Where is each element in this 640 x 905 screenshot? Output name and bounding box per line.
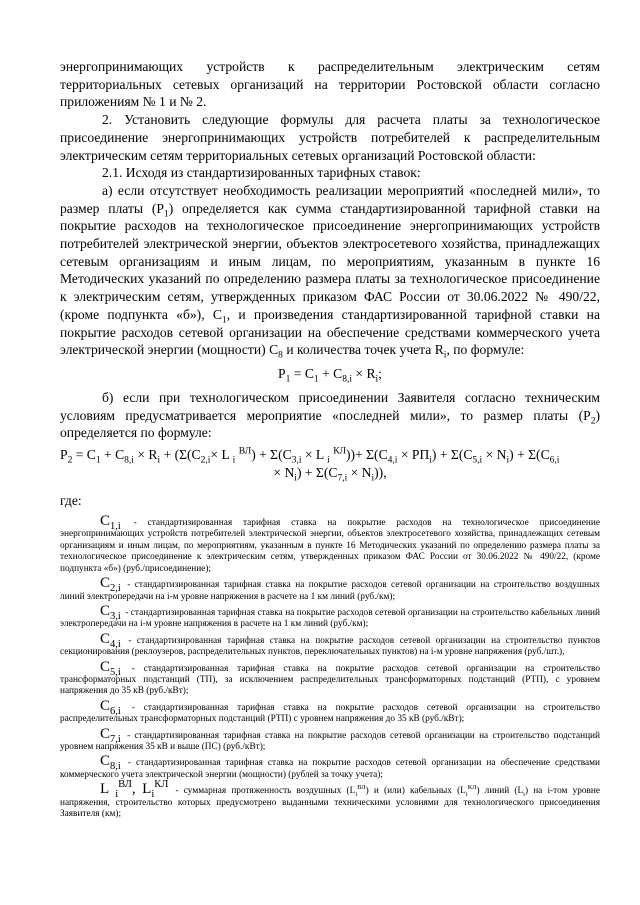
definition-c2: $C_{2,i}$ - стандартизированная тарифная ставка на покрытие расходов сетевой организации на строительство воздушных линий электропередачи на i-м уровне напряжения в расчете на 1 км линий (руб./км); [60,575,600,602]
definition-c7: $C_{7,i}$ - стандартизированная тарифная ставка на покрытие расходов сетевой организации на строительство подстанций уровнем напряжения 35 кВ и выше (ПС) (руб./кВт); [60,725,601,752]
paragraph-2-1: 2.1. Исходя из стандартизированных тарифных ставок: [102,165,421,181]
paragraph-intro: энергопринимающих устройств к распределительным электрическим сетям территориальных сетевых организаций на территории Ростовской области согласно приложениям № 1 и № 2. [60,59,600,110]
definition-c1: $C_{1,i}$ - стандартизированная тарифная ставка на покрытие расходов на технологическое присоединение энергопринимающих устройств потребителей электрической энергии, объектов электросетевого хозяйства, принадлежащих сетевым организациям и иным лицам, по мероприятиям, указанным в пункте 16 Методических указаний по определению размера платы за технологическое присоединение к электрическим сетям, утвержденных приказом ФАС России от 30.06.2022 № 490/22, (кроме подпункта «б») (руб./присоединение); [60,513,600,574]
definition-l: L $_i^{ВЛ}$, $L_i^{КЛ}$ - суммарная протяженность воздушных $(L_i^{ВЛ})$ и (или) кабельных $(L_i^{КЛ})$ линий $(L_i)$ на i-том уровне напряжения, строительство которых предусмотрено выданными техническими условиями для технологического присоединения Заявителя (км); [60,779,601,819]
definition-c6: $C_{6,i}$ - стандартизированная тарифная ставка на покрытие расходов сетевой организации на строительство распределительных трансформаторных подстанций (РТП) с уровнем напряжения до 35 кВ (руб./кВт); [60,697,600,725]
where-label: где: [60,493,82,509]
paragraph-b: б) если при технологическом присоединении Заявителя согласно техническим условиям предусматривается мероприятие «последней мили», то размер платы $(P_2)$ определяется по формуле: [60,389,600,441]
definition-c4: $C_{4,i}$ - стандартизированная тарифная ставка на покрытие расходов сетевой организации на строительство пунктов секционирования (реклоузеров, распределительных пунктов, переключательных пунктов) на i-м уровне напряжения (руб./шт.), [60,630,600,658]
definition-c3: $C_{3,i}$ - стандартизированная тарифная ставка на покрытие расходов сетевой организации на строительство кабельных линий электропередачи на i-м уровне напряжения в расчете на 1 км линий (руб./км); [60,602,601,630]
paragraph-a: а) если отсутствует необходимость реализации мероприятий «последней мили», то размер платы $(P_1)$ определяется как сумма стандартизированной тарифной ставки на покрытие расходов на технологическое присоединение энергопринимающих устройств потребителей электрической энергии, объектов электросетевого хозяйства, принадлежащих сетевым организациям и иным лицам, по мероприятиям, указанным в пункте 16 Методических указаний по определению размера платы за технологическое присоединение к электрическим сетям, утвержденных приказом ФАС России от 30.06.2022 № 490/22, (кроме подпункта «б»), $C_1$, и произведения стандартизированной тарифной ставки на покрытие расходов сетевой организации на обеспечение средствами коммерческого учета электрической энергии (мощности) $C_8$ и количества точек учета $R_i$, по формуле: [60,182,600,361]
definition-c8: $C_{8,i}$ - стандартизированная тарифная ставка на покрытие расходов сетевой организации на обеспечение средствами коммерческого учета электрической энергии (мощности) (рублей за точку учета); [60,753,601,780]
formula-p1: $P_1 = C_1 + C_{8,i} \times R_i$; [278,365,382,385]
document-page [60,58,600,823]
formula-p2: $P_2 = C_1 + C_{8,i} \times R_i + (\Sigma(C_{2,i}\times L$ $_i$ $^{ВЛ}) + \Sigma(C_{3,i} \times L$ $_i$ $^{КЛ}))+ \Sigma(C_{4,i} \times PП_i) + \Sigma(C_{5,i} \times N_i) + \Sigma(C_{6,i}$ × $N_i) + \Sigma(C_{7,i} \times N_i)$), [60,446,560,484]
definition-c5: $C_{5,i}$ - стандартизированная тарифная ставка на покрытие расходов сетевой организации на строительство трансформаторных подстанций (ТП), за исключением распределительных трансформаторных подстанций (РТП), с уровнем напряжения до 35 кВ (руб./кВт); [60,658,600,697]
paragraph-2: 2. Установить следующие формулы для расчета платы за технологическое присоединение энергопринимающих устройств потребителей к распределительным электрическим сетям территориальных сетевых организаций Ростовской области: [60,112,600,163]
